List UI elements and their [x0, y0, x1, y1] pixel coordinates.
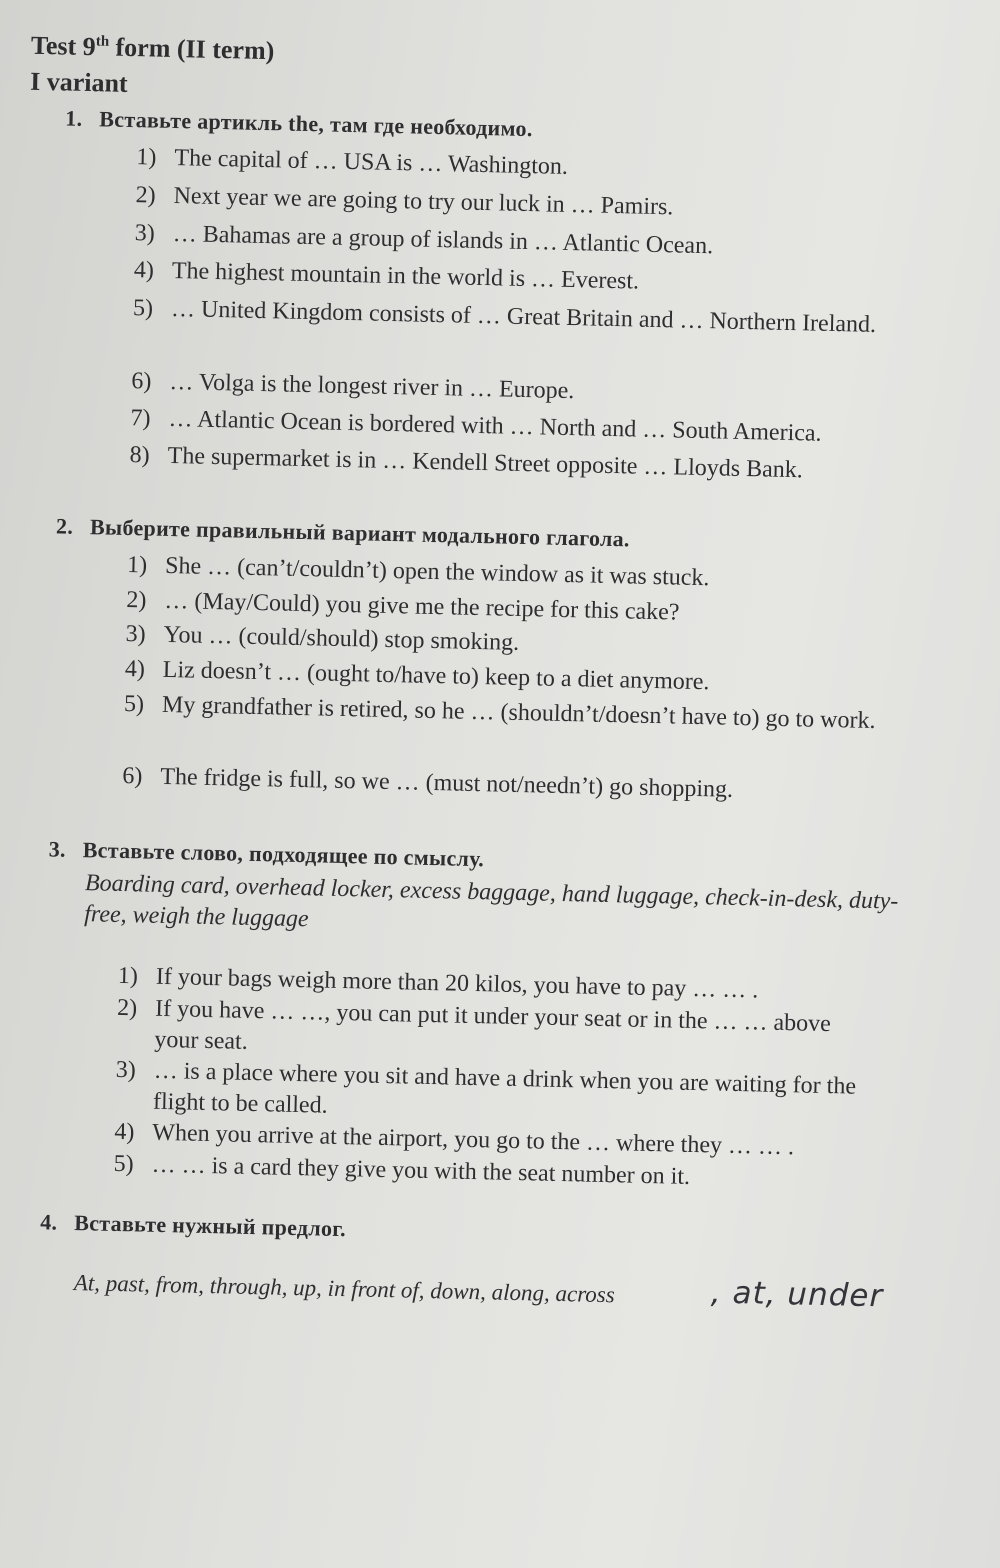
section-1-heading — [65, 106, 533, 143]
item-text: Liz doesn’t … (ought to/have to) keep to a diet anymore. — [162, 656, 710, 696]
item-number: 2) — [116, 994, 138, 1022]
item-number: 5) — [132, 295, 154, 322]
item-number: 7) — [130, 405, 151, 432]
list-item — [122, 761, 883, 809]
section-title: Вставьте нужный предлог. — [74, 1210, 347, 1242]
word-bank: Boarding card, overhead locker, excess baggage, hand luggage, check-in-desk, duty-free, weigh the luggage — [83, 870, 899, 933]
item-text: … Volga is the longest river in … Europe. — [169, 368, 575, 405]
item-text: The highest mountain in the world is … Everest. — [171, 257, 640, 295]
item-number: 3) — [125, 621, 146, 648]
item-text: … … is a card they give you with the seat number on it. — [151, 1151, 691, 1190]
test-title — [31, 31, 275, 67]
item-text: … (May/Could) you give me the recipe for this cake? — [164, 587, 680, 626]
item-number: 4) — [124, 656, 146, 683]
item-text: If your bags weigh more than 20 kilos, you have to pay … … . — [155, 963, 759, 1004]
item-text: … Bahamas are a group of islands in … Atlantic Ocean. — [172, 220, 714, 260]
item-number: 4) — [114, 1118, 135, 1146]
item-number: 6) — [131, 368, 152, 395]
item-text: You … (could/should) stop smoking. — [163, 621, 520, 656]
item-number: 3) — [115, 1056, 137, 1084]
item-number: 8) — [129, 442, 150, 469]
title-superscript: th — [95, 33, 110, 50]
item-text: … is a place where you sit and have a drink when you are waiting for the flight to be called. — [152, 1057, 857, 1119]
handwritten-addition: , at, under — [710, 1274, 884, 1315]
section-2-heading — [56, 513, 630, 552]
item-text: The fridge is full, so we … (must not/needn’t) go shopping. — [160, 763, 734, 803]
item-number: 5) — [113, 1150, 134, 1178]
section-number: 2. — [55, 513, 74, 539]
item-number: 5) — [123, 690, 145, 718]
section-4-heading — [40, 1209, 346, 1242]
item-text: She … (can’t/couldn’t) open the window as it was stuck. — [164, 552, 710, 592]
item-text: The supermarket is in … Kendell Street opposite … Lloyds Bank. — [167, 442, 804, 484]
item-text: If you have … …, you can put it under your seat or in the … … above your seat. — [154, 995, 832, 1055]
item-text: Next year we are going to try our luck in … Pamirs. — [173, 182, 674, 221]
item-number: 2) — [135, 182, 156, 209]
item-text: … United Kingdom consists of … Great Britain and … Northern Ireland. — [170, 295, 877, 338]
section-number: 1. — [65, 105, 83, 131]
section-title: Вставьте артикль the, там где необходимо. — [99, 106, 533, 142]
word-bank: At, past, from, through, up, in front of, down, along, across — [73, 1270, 616, 1308]
item-text: … Atlantic Ocean is bordered with … North and … South America. — [168, 405, 822, 447]
item-number: 1) — [117, 962, 139, 990]
item-number: 1) — [126, 552, 148, 579]
item-number: 2) — [126, 587, 147, 614]
title-text: Test 9 — [30, 30, 97, 62]
item-number: 1) — [136, 144, 157, 171]
item-text: When you arrive at the airport, you go to the … where they … … . — [152, 1119, 795, 1161]
section-3-heading — [48, 836, 484, 872]
item-number: 4) — [133, 257, 155, 284]
item-text: The capital of … USA is … Washington. — [174, 145, 569, 180]
section-number: 4. — [40, 1209, 58, 1235]
item-number: 6) — [122, 762, 143, 790]
title-text-rest: form (II term) — [108, 32, 275, 66]
section-number: 3. — [48, 836, 67, 862]
item-number: 3) — [134, 220, 156, 247]
section-title: Вставьте слово, подходящее по смыслу. — [82, 837, 485, 872]
section-title: Выберите правильный вариант модального глагола. — [89, 514, 631, 552]
variant-label: I variant — [29, 66, 128, 98]
item-text: My grandfather is retired, so he … (shouldn’t/doesn’t have to) go to work. — [161, 691, 876, 735]
